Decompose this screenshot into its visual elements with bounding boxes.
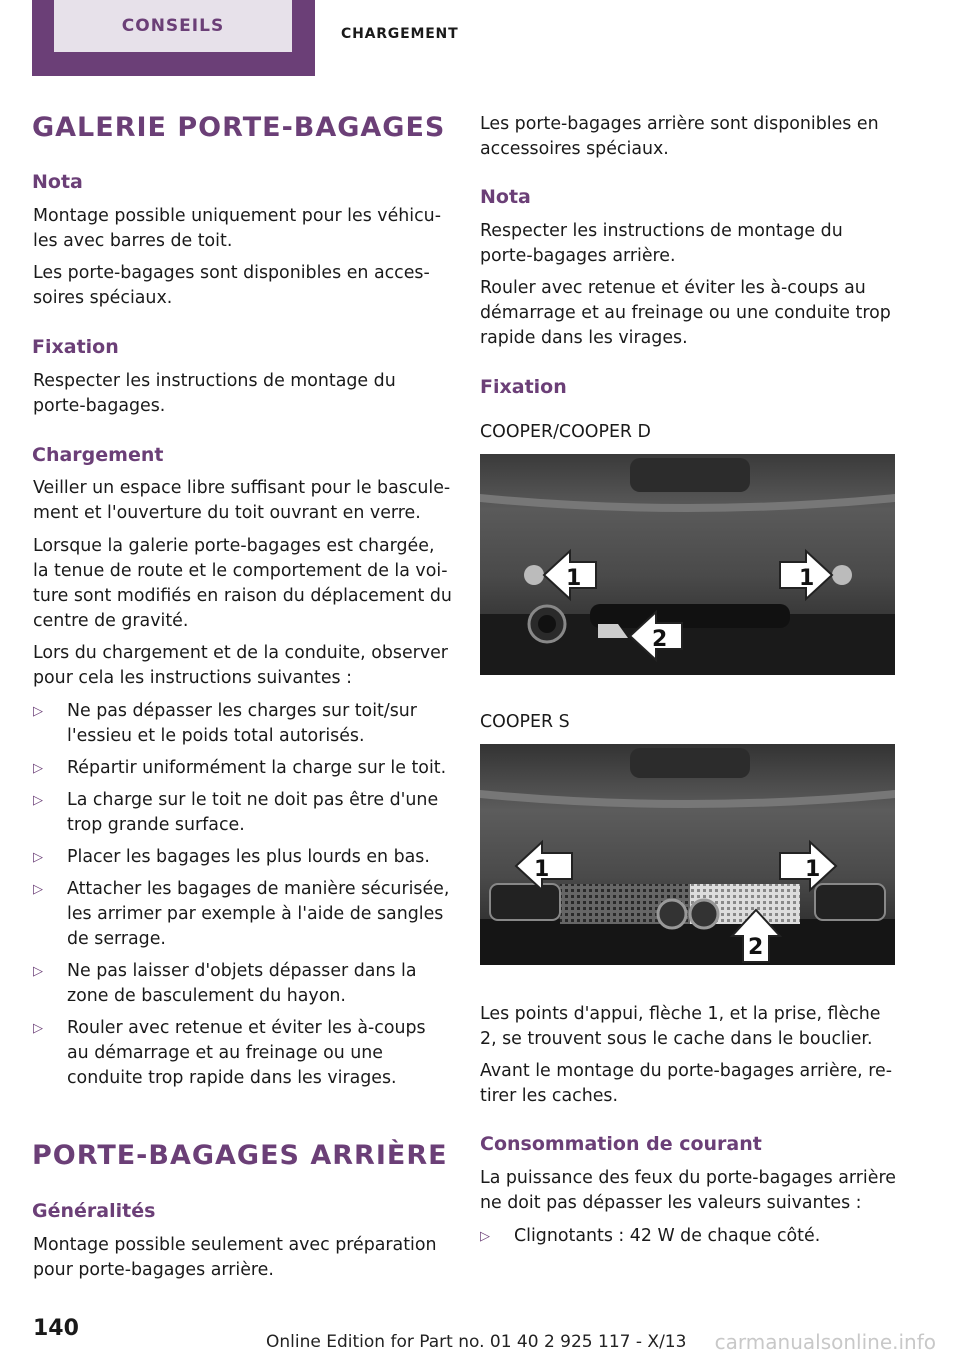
bullet-triangle-icon: ▷: [33, 704, 43, 719]
paragraph-points: Les points d'appui, flèche 1, et la prise, flèche 2, se trouvent sous le cache dans le bouclier.: [480, 1004, 881, 1049]
paragraph-nota-right-2: Rouler avec retenue et éviter les à-coups au démarrage et au freinage ou une conduite trop rapide dans les virages.: [480, 278, 891, 348]
paragraph-nota-2: Les porte-bagages sont disponibles en acces‐soires spéciaux.: [33, 263, 430, 308]
caption-cooper-s: COOPER S: [480, 712, 570, 732]
figure-cooper-rear-bumper: [480, 454, 895, 675]
bullet-triangle-icon: ▷: [33, 850, 43, 865]
heading-nota-right: Nota: [480, 186, 531, 208]
list-item: ▷ Rouler avec retenue et éviter les à-coups au démarrage et au freinage ou une conduite trop rapide dans les virages.: [33, 1018, 426, 1088]
marker-1-left: 1: [566, 566, 582, 591]
caption-cooper: COOPER/COOPER D: [480, 422, 651, 442]
bullet-triangle-icon: ▷: [33, 964, 43, 979]
marker-2: 2: [748, 935, 764, 960]
bullet-triangle-icon: ▷: [33, 761, 43, 776]
heading-fixation-left: Fixation: [32, 336, 119, 358]
bullet-triangle-icon: ▷: [33, 882, 43, 897]
paragraph-chargement-2: Lorsque la galerie porte-bagages est chargée, la tenue de route et le comportement de la voi‐ture sont modifiés en raison du déplacement du centre de gravité.: [33, 536, 452, 631]
marker-1-right: 1: [805, 857, 821, 882]
paragraph-avant: Avant le montage du porte-bagages arrière, re‐tirer les caches.: [480, 1061, 892, 1106]
list-item: ▷ Placer les bagages les plus lourds en bas.: [33, 845, 452, 870]
tab-conseils[interactable]: CONSEILS: [54, 0, 292, 52]
list-item: ▷ Clignotants : 42 W de chaque côté.: [480, 1224, 899, 1249]
paragraph-intro-right: Les porte-bagages arrière sont disponibles en accessoires spéciaux.: [480, 114, 879, 159]
bullet-triangle-icon: ▷: [33, 1021, 43, 1036]
tab-chargement[interactable]: CHARGEMENT: [341, 26, 459, 42]
paragraph-generalites: Montage possible seulement avec préparation pour porte-bagages arrière.: [33, 1235, 437, 1280]
paragraph-nota-right-1: Respecter les instructions de montage du porte-bagages arrière.: [480, 221, 843, 266]
list-item: ▷ Ne pas laisser d'objets dépasser dans la zone de basculement du hayon.: [33, 961, 417, 1006]
list-item: ▷ La charge sur le toit ne doit pas être d'une trop grande surface.: [33, 790, 439, 835]
paragraph-chargement-3: Lors du chargement et de la conduite, observer pour cela les instructions suivantes :: [33, 643, 448, 688]
list-item: ▷ Ne pas dépasser les charges sur toit/sur l'essieu et le poids total autorisés.: [33, 701, 417, 746]
paragraph-nota-1: Montage possible uniquement pour les véhicu‐les avec barres de toit.: [33, 206, 441, 251]
bullet-triangle-icon: ▷: [480, 1229, 490, 1244]
figure-cooper-s-rear-bumper: [480, 744, 895, 965]
paragraph-fixation: Respecter les instructions de montage du porte-bagages.: [33, 371, 396, 416]
heading-galerie: GALERIE PORTE-BAGAGES: [32, 112, 446, 143]
marker-2: 2: [652, 627, 668, 652]
heading-consommation: Consommation de courant: [480, 1133, 762, 1155]
heading-generalites: Généralités: [32, 1200, 156, 1222]
list-item: ▷ Répartir uniformément la charge sur le toit.: [33, 756, 452, 781]
heading-fixation-right: Fixation: [480, 376, 567, 398]
list-item: ▷ Attacher les bagages de manière sécurisée, les arrimer par exemple à l'aide de sangles de serrage.: [33, 879, 450, 949]
paragraph-chargement-1: Veiller un espace libre suffisant pour le bascule‐ment et l'ouverture du toit ouvrant en verre.: [33, 478, 451, 523]
watermark: carmanualsonline.info: [714, 1330, 936, 1354]
footer-edition: Online Edition for Part no. 01 40 2 925 117 - X/13: [266, 1332, 687, 1352]
heading-porte-bagages-arriere: PORTE-BAGAGES ARRIÈRE: [32, 1140, 448, 1171]
heading-chargement: Chargement: [32, 444, 164, 466]
marker-1-left: 1: [534, 857, 550, 882]
marker-1-right: 1: [799, 566, 815, 591]
heading-nota-left: Nota: [32, 171, 83, 193]
paragraph-consommation: La puissance des feux du porte-bagages arrière ne doit pas dépasser les valeurs suivantes :: [480, 1168, 896, 1213]
page-number: 140: [33, 1316, 79, 1341]
bullet-triangle-icon: ▷: [33, 793, 43, 808]
